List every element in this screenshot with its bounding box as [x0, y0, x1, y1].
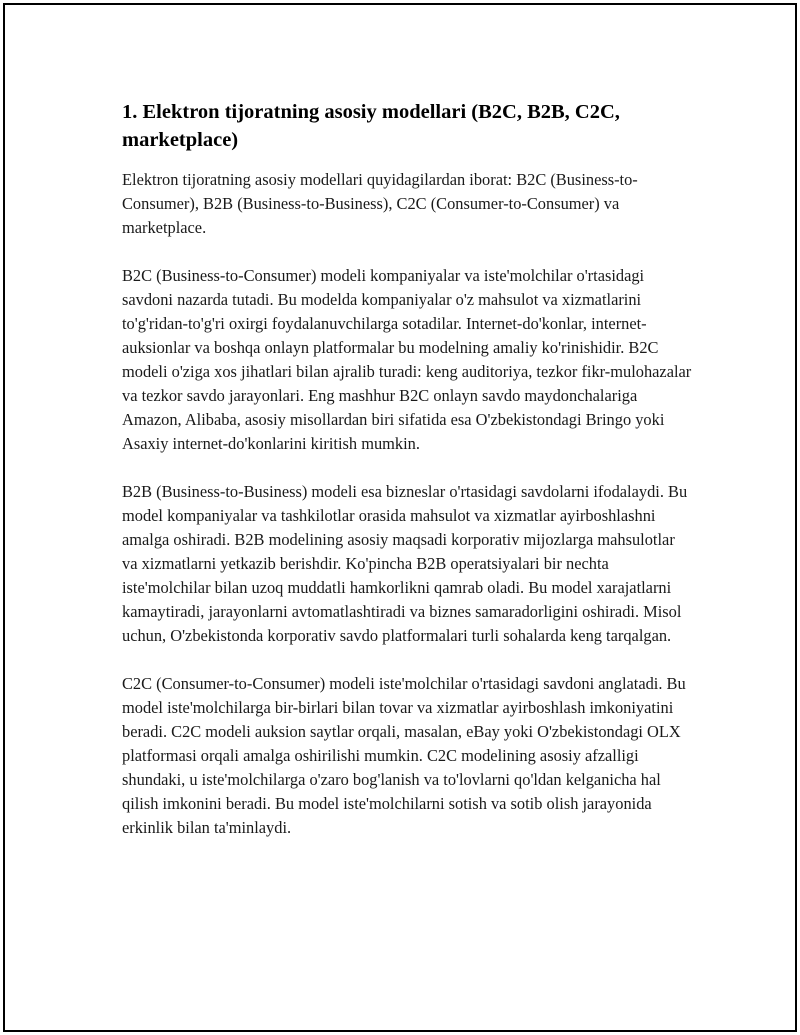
- paragraph-b2b: B2B (Business-to-Business) modeli esa bizneslar o'rtasidagi savdolarni ifodalaydi. Bu model kompaniyalar va tashkilotlar orasida mahsulot va xizmatlar ayirboshlashni amalga oshiradi. B2B modelining asosiy maqsadi korporativ mijozlarga mahsulotlar va xizmatlarni yetkazib berishdir. Ko'pincha B2B operatsiyalari bir nechta iste'molchilar bilan uzoq muddatli hamkorlikni qamrab oladi. Bu model xarajatlarni kamaytiradi, jarayonlarni avtomatlashtiradi va biznes samaradorligini oshiradi. Misol uchun, O'zbekistonda korporativ savdo platformalari turli sohalarda keng tarqalgan.: [122, 482, 688, 645]
- paragraph-b2c: B2C (Business-to-Consumer) modeli kompaniyalar va iste'molchilar o'rtasidagi savdoni nazarda tutadi. Bu modelda kompaniyalar o'z mahsulot va xizmatlarini to'g'ridan-to'g'ri oxirgi foydalanuvchilarga sotadilar. Internet-do'konlar, internet-auksionlar va boshqa onlayn platformalar bu modelning amaliy ko'rinishidir. B2C modeli o'ziga xos jihatlari bilan ajralib turadi: keng auditoriya, tezkor fikr-mulohazalar va tezkor savdo jarayonlari. Eng mashhur B2C onlayn savdo maydonchalariga Amazon, Alibaba, asosiy misollardan biri sifatida esa O'zbekistondagi Bringo yoki Asaxiy internet-do'konlarini kiritish mumkin.: [122, 266, 692, 453]
- document-body: [122, 98, 692, 864]
- paragraph-intro: Elektron tijoratning asosiy modellari quyidagilardan iborat: B2C (Business-to-Consumer), B2B (Business-to-Business), C2C (Consumer-to-Consumer) va marketplace.: [122, 170, 638, 237]
- page-frame: [3, 3, 797, 1032]
- paragraph-c2c: C2C (Consumer-to-Consumer) modeli iste'molchilar o'rtasidagi savdoni anglatadi. Bu model iste'molchilarga bir-birlari bilan tovar va xizmatlar ayirboshlash imkoniyatini beradi. C2C modeli auksion saytlar orqali, masalan, eBay yoki O'zbekistondagi OLX platformasi orqali amalga oshirilishi mumkin. C2C modelining asosiy afzalligi shundaki, u iste'molchilarga o'zaro bog'lanish va to'lovlarni qo'ldan kelganicha hal qilish imkonini beradi. Bu model iste'molchilarni sotish va sotib olish jarayonida erkinlik bilan ta'minlaydi.: [122, 674, 686, 837]
- section-heading: 1. Elektron tijoratning asosiy modellari (B2C, B2B, C2C, marketplace): [122, 101, 620, 151]
